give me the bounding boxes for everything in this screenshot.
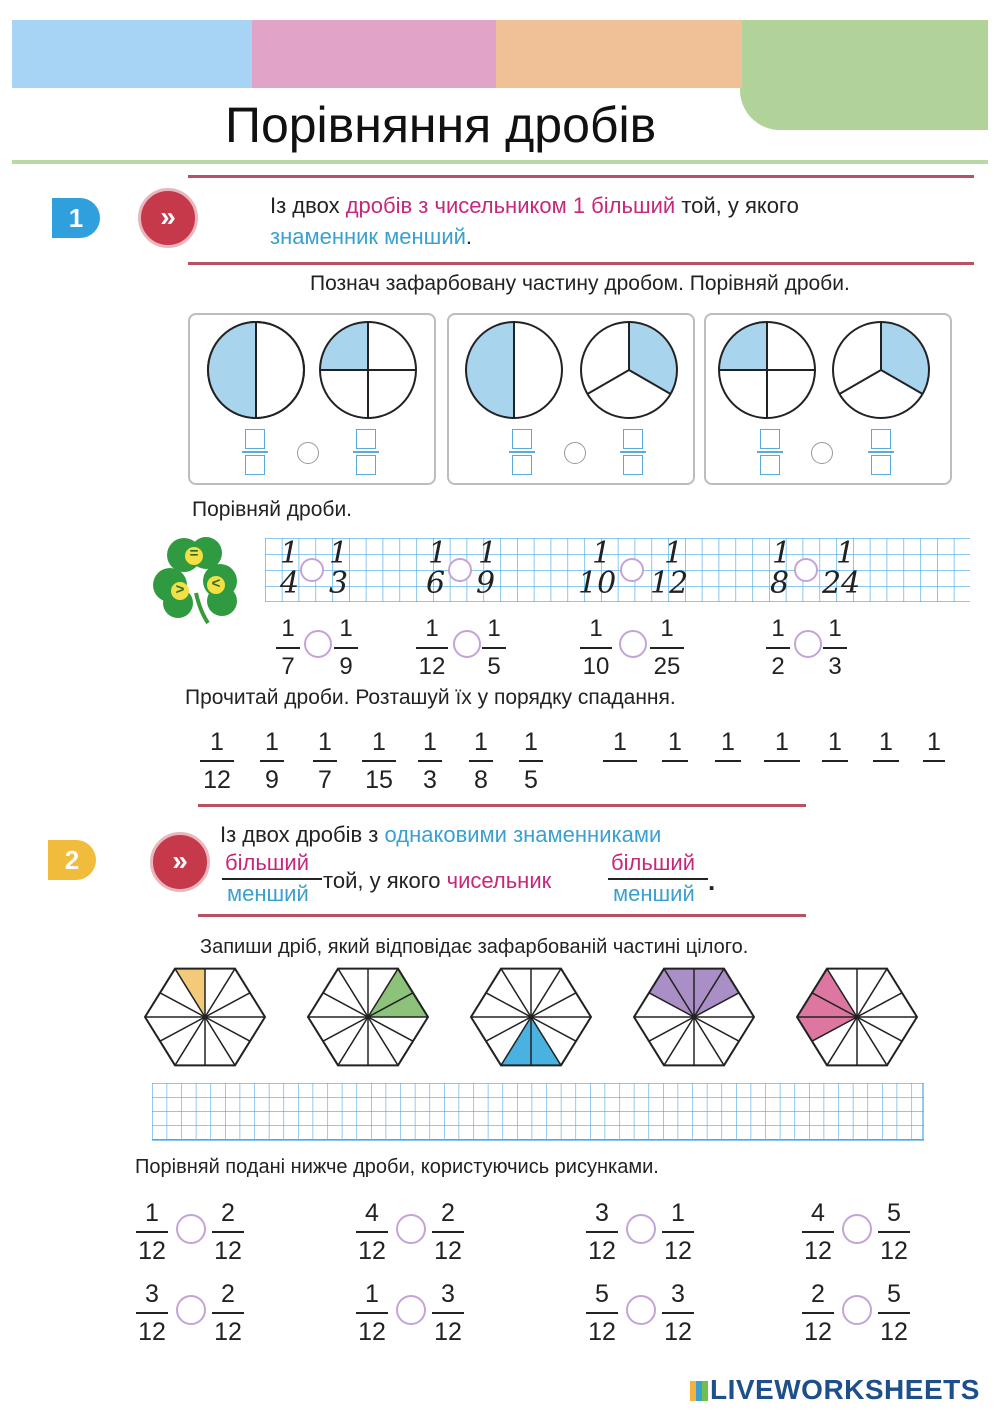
hand-frac-den: 12 [650,566,689,601]
compare-circle[interactable] [620,558,644,582]
rule2-line1 [220,822,661,848]
rule-text-a: Із двох [270,193,346,218]
task-label-mark-fractions: Познач зафарбовану частину дробом. Порівняй дроби. [310,272,850,295]
liveworksheets-logo [690,1374,980,1406]
fraction: 3 12 [662,1279,694,1347]
rule-highlight-b: знаменник менший [270,224,466,249]
fraction-answer-blank[interactable] [512,429,532,475]
hand-frac-num: 1 [664,536,684,571]
fraction: 3 12 [586,1198,618,1266]
option2-smaller: менший [613,881,695,906]
fraction: 2 12 [212,1279,244,1347]
rule2-highlight-a: однаковими знаменниками [384,822,662,847]
rule2-mid [323,868,551,894]
answer-slot[interactable]: 1 [764,727,800,765]
fraction: 5 12 [878,1279,910,1347]
option-bigger: більший [225,850,310,875]
fraction: 1 9 [260,727,284,795]
compare-circle[interactable] [176,1214,206,1244]
grid-strip-2 [152,1083,924,1141]
fraction: 1 7 [313,727,337,795]
hexagon-12-parts [308,969,428,1066]
compare-circle[interactable] [453,630,481,658]
fraction: 1 12 [200,727,234,795]
answer-slot[interactable]: 1 [603,727,637,765]
hand-frac-num: 1 [592,536,612,571]
answer-slot[interactable]: 1 [715,727,741,765]
rule-text-b: той, у якого [675,193,799,218]
compare-circle[interactable] [304,630,332,658]
fraction: 1 5 [519,727,543,795]
task-label-compare: Порівняй дроби. [192,498,353,521]
fraction: 3 12 [432,1279,464,1347]
hand-frac-num: 1 [329,536,349,571]
fraction: 5 12 [878,1198,910,1266]
fraction: 1 25 [650,614,684,682]
fraction: 1 5 [482,614,506,682]
task-label-compare-pictures: Порівняй подані нижче дроби, користуючись рисунками. [135,1156,659,1178]
fraction: 1 12 [136,1198,168,1266]
fraction: 2 12 [802,1279,834,1347]
fraction-answer-blank[interactable] [871,429,891,475]
compare-circle[interactable] [794,630,822,658]
compare-circle[interactable] [396,1214,426,1244]
rule2-end: . [708,866,716,896]
fraction: 1 12 [662,1198,694,1266]
rule2-text-b: той, у якого [323,868,447,893]
hand-frac-den: 3 [329,566,349,601]
hand-frac-den: 10 [578,566,617,601]
fraction: 1 9 [334,614,358,682]
answer-slot[interactable]: 1 [923,727,945,765]
fraction: 1 2 [766,614,790,682]
hand-frac-den: 4 [280,566,300,601]
compare-circle[interactable] [396,1295,426,1325]
rule-highlight-a: дробів з чисельником 1 більший [345,193,676,218]
hand-frac-den: 6 [426,566,446,601]
hand-frac-den: 8 [770,566,790,601]
fraction: 1 10 [580,614,612,682]
hexagon-12-parts [797,969,917,1066]
circle-quarter [719,322,815,418]
arrow-icon: » [138,188,198,248]
fraction-answer-blank[interactable] [760,429,780,475]
page-title: Порівняння дробів [225,97,657,153]
fraction: 1 3 [823,614,847,682]
answer-slot[interactable]: 1 [873,727,899,765]
answer-slot[interactable]: 1 [662,727,688,765]
rule-text-end: . [465,224,473,249]
fraction: 4 12 [802,1198,834,1266]
fraction: 2 12 [212,1198,244,1266]
hand-frac-den: 9 [476,566,496,601]
fraction: 1 15 [362,727,396,795]
rule-bottom-line [198,914,806,917]
fraction-answer-blank[interactable] [245,429,265,475]
circle-half [466,322,562,418]
circle-quarter [320,322,416,418]
hand-frac-num: 1 [280,536,300,571]
rule-top-line [198,804,806,807]
hexagon-12-parts [634,969,754,1066]
compare-circle[interactable] [794,558,818,582]
compare-circle[interactable] [626,1295,656,1325]
fraction: 1 12 [416,614,448,682]
compare-circle[interactable] [300,558,324,582]
task-label-write-fraction: Запиши дріб, який відповідає зафарбованій частині цілого. [200,936,749,958]
rule2-highlight-b: чисельник [446,868,552,893]
logo-text: LIVEWORKSHEETS [710,1374,980,1405]
option2-divider [608,878,708,880]
section-1-number: 1 [52,198,100,238]
logo-mark-icon [690,1381,708,1401]
compare-circle[interactable] [297,442,319,464]
compare-circle[interactable] [564,442,586,464]
fraction: 4 12 [356,1198,388,1266]
compare-circle[interactable] [626,1214,656,1244]
fraction: 1 12 [356,1279,388,1347]
option-divider [222,878,322,880]
compare-circle[interactable] [619,630,647,658]
grid-strip-1 [265,538,970,602]
clover-sign-equal: = [189,545,199,562]
fraction-answer-blank[interactable] [356,429,376,475]
clover-sign-greater: > [175,581,185,598]
clover-sign-less: < [211,575,221,592]
circle-third [833,322,929,418]
task-label-order: Прочитай дроби. Розташуй їх у порядку спадання. [185,686,676,709]
hand-frac-den: 24 [822,566,861,601]
fraction: 3 12 [136,1279,168,1347]
rule2-text-a: Із двох дробів з [220,822,385,847]
compare-circle[interactable] [448,558,472,582]
fraction-circles [0,0,1000,500]
compare-circle[interactable] [811,442,833,464]
hand-frac-num: 1 [836,536,856,571]
answer-slot[interactable]: 1 [822,727,848,765]
hexagon-12-parts [471,969,591,1066]
hexagons [0,955,1000,1085]
arrow-icon: » [150,832,210,892]
fraction: 5 12 [586,1279,618,1347]
hand-frac-num: 1 [428,536,448,571]
hexagon-12-parts [145,969,265,1066]
fraction: 1 3 [418,727,442,795]
circle-third [581,322,677,418]
hexagon-shaded-sector [797,1017,857,1041]
fraction: 1 8 [469,727,493,795]
option-smaller: менший [227,881,309,906]
section-2-number: 2 [48,840,96,880]
compare-circle[interactable] [842,1295,872,1325]
compare-circle[interactable] [176,1295,206,1325]
hand-frac-num: 1 [772,536,792,571]
fraction-answer-blank[interactable] [623,429,643,475]
fraction: 1 7 [276,614,300,682]
hand-frac-num: 1 [478,536,498,571]
option2-bigger: більший [611,850,696,875]
compare-circle[interactable] [842,1214,872,1244]
circle-half [208,322,304,418]
fraction: 2 12 [432,1198,464,1266]
